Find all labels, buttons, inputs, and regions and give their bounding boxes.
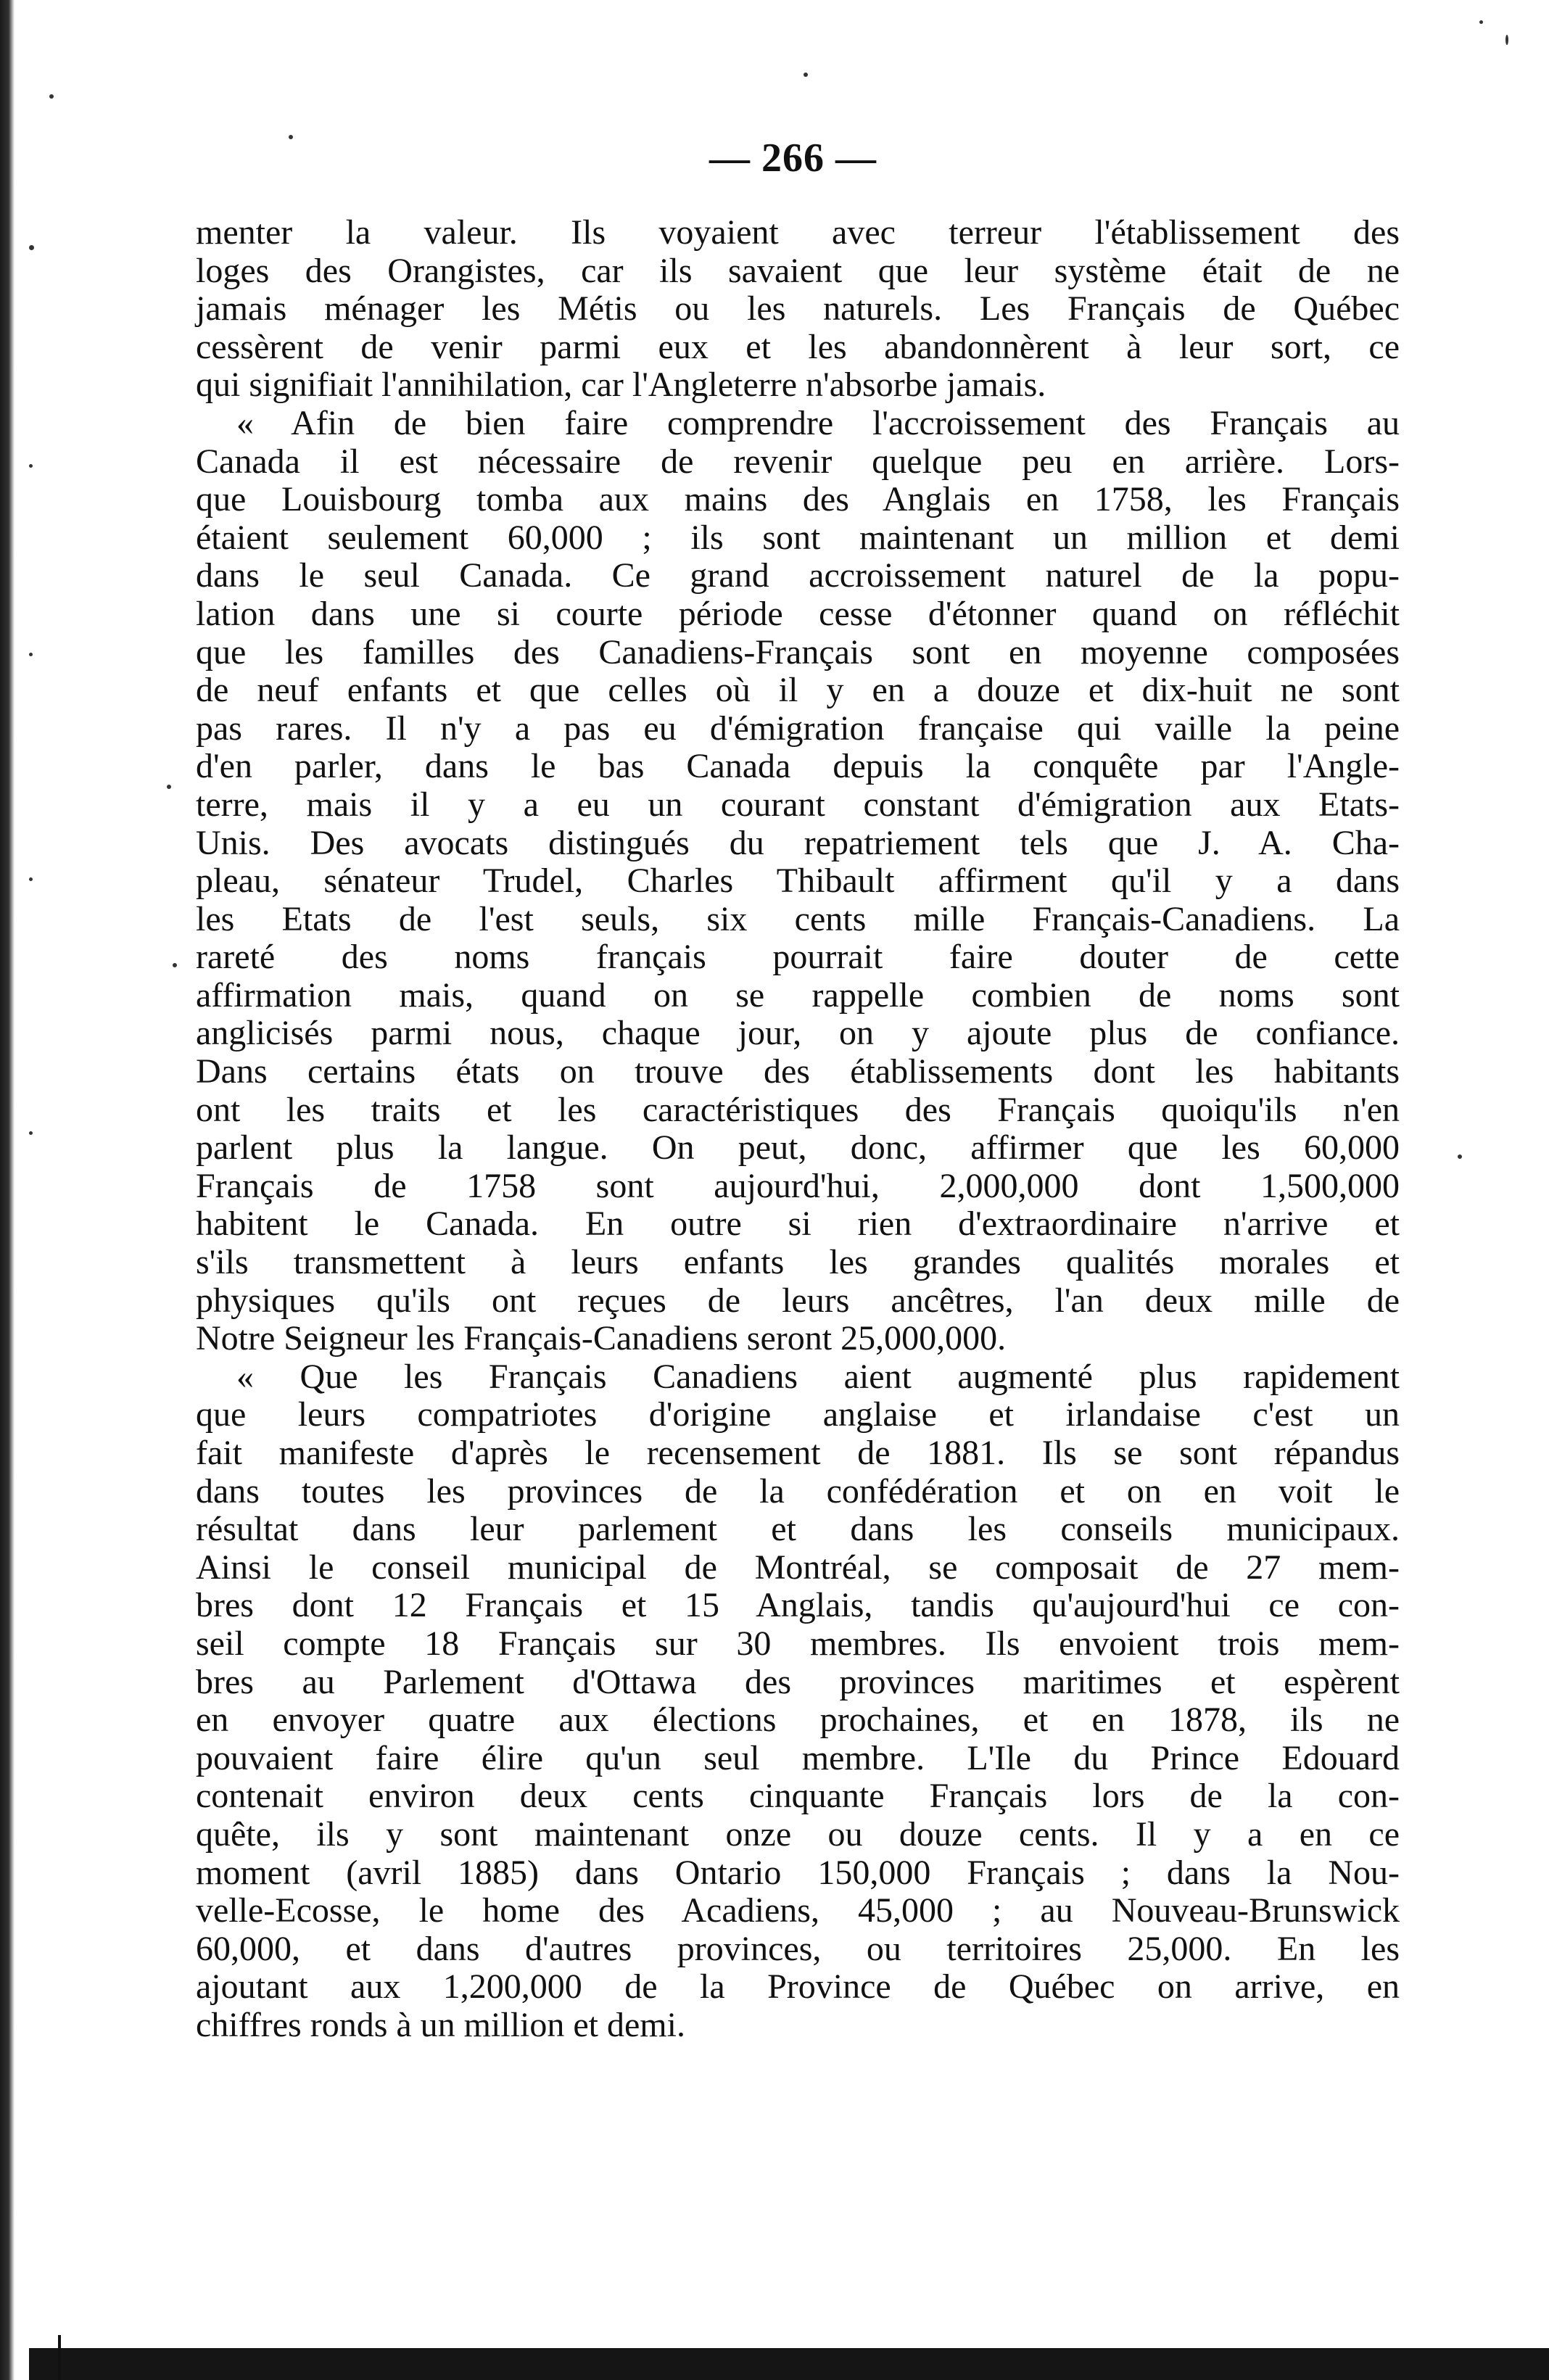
text-line: menter la valeur. Ils voyaient avec terreur l'établissement des — [196, 213, 1400, 252]
text-line: anglicisés parmi nous, chaque jour, on y ajoute plus de confiance. — [196, 1014, 1400, 1053]
text-line: de neuf enfants et que celles où il y en a douze et dix-huit ne sont — [196, 671, 1400, 710]
speck — [1479, 20, 1483, 24]
text-line: habitent le Canada. En outre si rien d'extraordinaire n'arrive et — [196, 1205, 1400, 1244]
text-line: résultat dans leur parlement et dans les conseils municipaux. — [196, 1510, 1400, 1549]
text-line: cessèrent de venir parmi eux et les abandonnèrent à leur sort, ce — [196, 327, 1400, 366]
text-line: s'ils transmettent à leurs enfants les grandes qualités morales et — [196, 1243, 1400, 1282]
text-line: pouvaient faire élire qu'un seul membre. L'Ile du Prince Edouard — [196, 1738, 1400, 1777]
scan-bottom-tick — [58, 2335, 61, 2380]
text-line: que Louisbourg tomba aux mains des Anglais en 1758, les Français — [196, 480, 1400, 519]
speck — [1458, 1154, 1462, 1159]
text-line: ajoutant aux 1,200,000 de la Province de Québec on arrive, en — [196, 1967, 1400, 2007]
speck — [29, 245, 34, 250]
speck — [289, 135, 293, 139]
speck — [29, 653, 33, 656]
text-line: lation dans une si courte période cesse d'étonner quand on réfléchit — [196, 594, 1400, 633]
text-line: 60,000, et dans d'autres provinces, ou territoires 25,000. En les — [196, 1929, 1400, 1968]
text-line: contenait environ deux cents cinquante Français lors de la con- — [196, 1777, 1400, 1816]
speck — [29, 1131, 33, 1135]
body-text — [196, 214, 1400, 2045]
text-line: pleau, sénateur Trudel, Charles Thibault affirment qu'il y a dans — [196, 861, 1400, 901]
text-line: que les familles des Canadiens-Français sont en moyenne composées — [196, 632, 1400, 672]
speck — [29, 464, 33, 468]
text-line: dans le seul Canada. Ce grand accroissement naturel de la popu- — [196, 556, 1400, 595]
text-line: physiques qu'ils ont reçues de leurs ancêtres, l'an deux mille de — [196, 1281, 1400, 1320]
text-line: ont les traits et les caractéristiques des Français quoiqu'ils n'en — [196, 1090, 1400, 1129]
speck — [167, 785, 171, 789]
text-line: rareté des noms français pourrait faire douter de cette — [196, 938, 1400, 977]
text-line: bres au Parlement d'Ottawa des provinces maritimes et espèrent — [196, 1662, 1400, 1701]
text-line: moment (avril 1885) dans Ontario 150,000 Français ; dans la Nou- — [196, 1853, 1400, 1892]
speck — [29, 877, 33, 881]
text-line: les Etats de l'est seuls, six cents mille Français-Canadiens. La — [196, 899, 1400, 938]
text-line: Unis. Des avocats distingués du repatriement tels que J. A. Cha- — [196, 823, 1400, 862]
speck — [173, 963, 177, 967]
text-line: chiffres ronds à un million et demi. — [196, 2005, 685, 2044]
text-line: qui signifiait l'annihilation, car l'Angleterre n'absorbe jamais. — [196, 365, 1046, 405]
text-line: « Que les Français Canadiens aient augmenté plus rapidement — [236, 1357, 1400, 1396]
scan-left-edge-shadow — [0, 0, 15, 2380]
page-number: — 266 — — [709, 136, 877, 181]
text-line: d'en parler, dans le bas Canada depuis la conquête par l'Angle- — [196, 747, 1400, 786]
text-line: quête, ils y sont maintenant onze ou douze cents. Il y a en ce — [196, 1814, 1400, 1854]
text-line: dans toutes les provinces de la confédération et on en voit le — [196, 1471, 1400, 1511]
text-line: Canada il est nécessaire de revenir quelque peu en arrière. Lors- — [196, 442, 1400, 481]
speck — [804, 73, 808, 77]
text-line: Notre Seigneur les Français-Canadiens seront 25,000,000. — [196, 1319, 1007, 1358]
text-line: Dans certains états on trouve des établissements dont les habitants — [196, 1052, 1400, 1091]
text-line: loges des Orangistes, car ils savaient que leur système était de ne — [196, 251, 1400, 290]
text-line: étaient seulement 60,000 ; ils sont maintenant un million et demi — [196, 518, 1400, 557]
text-line: parlent plus la langue. On peut, donc, affirmer que les 60,000 — [196, 1128, 1400, 1168]
text-line: velle-Ecosse, le home des Acadiens, 45,000 ; au Nouveau-Brunswick — [196, 1891, 1400, 1930]
text-line: Français de 1758 sont aujourd'hui, 2,000,000 dont 1,500,000 — [196, 1166, 1400, 1205]
scan-bottom-edge — [29, 2348, 1549, 2380]
speck — [49, 94, 54, 99]
text-line: affirmation mais, quand on se rappelle combien de noms sont — [196, 975, 1400, 1015]
speck — [1505, 35, 1508, 45]
text-line: en envoyer quatre aux élections prochaines, et en 1878, ils ne — [196, 1701, 1400, 1740]
text-line: fait manifeste d'après le recensement de 1881. Ils se sont répandus — [196, 1434, 1400, 1472]
text-line: pas rares. Il n'y a pas eu d'émigration française qui vaille la peine — [196, 708, 1400, 748]
text-line: bres dont 12 Français et 15 Anglais, tandis qu'aujourd'hui ce con- — [196, 1586, 1400, 1625]
text-line: Ainsi le conseil municipal de Montréal, se composait de 27 mem- — [196, 1548, 1400, 1587]
text-line: jamais ménager les Métis ou les naturels. Les Français de Québec — [196, 289, 1400, 329]
text-line: « Afin de bien faire comprendre l'accroissement des Français au — [236, 403, 1400, 442]
text-line: que leurs compatriotes d'origine anglaise et irlandaise c'est un — [196, 1395, 1400, 1434]
text-line: seil compte 18 Français sur 30 membres. Ils envoient trois mem- — [196, 1624, 1400, 1663]
text-line: terre, mais il y a eu un courant constant d'émigration aux Etats- — [196, 785, 1400, 824]
